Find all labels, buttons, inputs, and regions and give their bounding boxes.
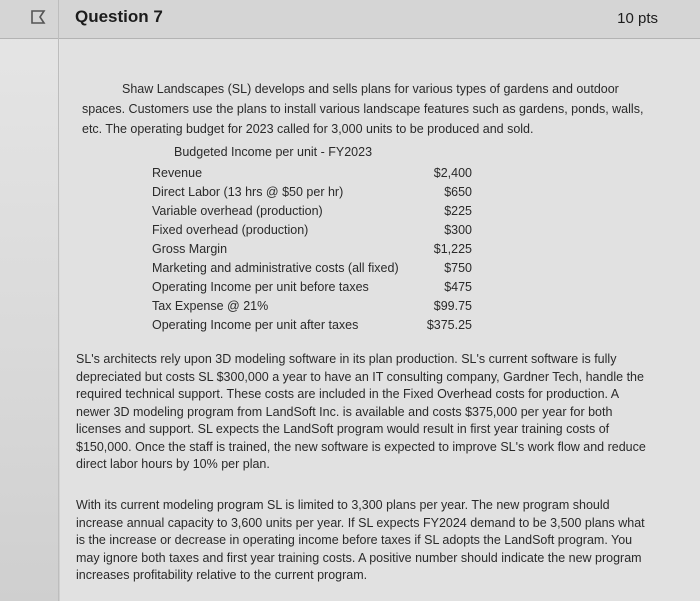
left-gutter-divider (58, 0, 59, 601)
budget-row (152, 280, 472, 298)
question-body (60, 39, 700, 601)
budget-row-label: Variable overhead (production) (152, 204, 323, 218)
question-title: Question 7 (75, 7, 163, 26)
intro-paragraph: Shaw Landscapes (SL) develops and sells plans for various types of gardens and outdoor spaces. Customers use the plans to install various landscape features such as gardens, ponds, walls, etc. The operating budget for 2023 called for 3,000 units to be produced and sold. (82, 82, 644, 136)
budget-row-value: $225 (444, 204, 472, 218)
budget-row (152, 261, 472, 279)
budget-row-label: Operating Income per unit after taxes (152, 318, 359, 332)
budget-row (152, 242, 472, 260)
budget-row (152, 185, 472, 203)
budget-row-value: $2,400 (433, 166, 472, 180)
budget-row-value: $375.25 (426, 318, 472, 332)
flag-icon[interactable] (30, 9, 46, 25)
budget-row-label: Gross Margin (152, 242, 228, 256)
question-points: 10 pts (617, 10, 658, 27)
budget-row-value: $1,225 (433, 242, 472, 256)
question-header (0, 0, 700, 39)
budget-row-value: $99.75 (433, 299, 472, 313)
budget-row-value: $300 (444, 223, 472, 237)
context-paragraph: SL's architects rely upon 3D modeling software in its plan production. SL's current software is fully depreciated but costs SL $300,000 a year to have an IT consulting company, Gardner Tech, handle the required technical support. These costs are included in the Fixed Overhead costs for production. A newer 3D modeling program from LandSoft Inc. is available and costs $375,000 per year for both licenses and support. SL expects the LandSoft program would result in first year training costs of $150,000. Once the staff is trained, the new software is expected to improve SL's work flow and reduce direct labor hours by 10% per plan. (76, 352, 646, 471)
budget-row (152, 299, 472, 317)
budget-row-value: $750 (444, 261, 472, 275)
budget-row-label: Operating Income per unit before taxes (152, 280, 369, 294)
budget-row-value: $650 (444, 185, 472, 199)
budget-row (152, 223, 472, 241)
budget-row-label: Marketing and administrative costs (all fixed) (152, 261, 399, 275)
budget-row-label: Fixed overhead (production) (152, 223, 309, 237)
budget-row-label: Revenue (152, 166, 203, 180)
budget-row (152, 204, 472, 222)
budget-row-label: Direct Labor (13 hrs @ $50 per hr) (152, 185, 344, 199)
budget-table-title: Budgeted Income per unit - FY2023 (174, 145, 373, 159)
budget-row (152, 166, 472, 184)
budget-row-label: Tax Expense @ 21% (152, 299, 269, 313)
budget-row-value: $475 (444, 280, 472, 294)
budget-row (152, 318, 472, 336)
question-prompt-paragraph: With its current modeling program SL is limited to 3,300 plans per year. The new program should increase annual capacity to 3,600 units per year. If SL expects FY2024 demand to be 3,500 plans what is the increase or decrease in operating income before taxes if SL adopts the LandSoft program. You may ignore both taxes and first year training costs. A positive number should indicate the new program increases profitability relative to the current program. (76, 498, 645, 582)
